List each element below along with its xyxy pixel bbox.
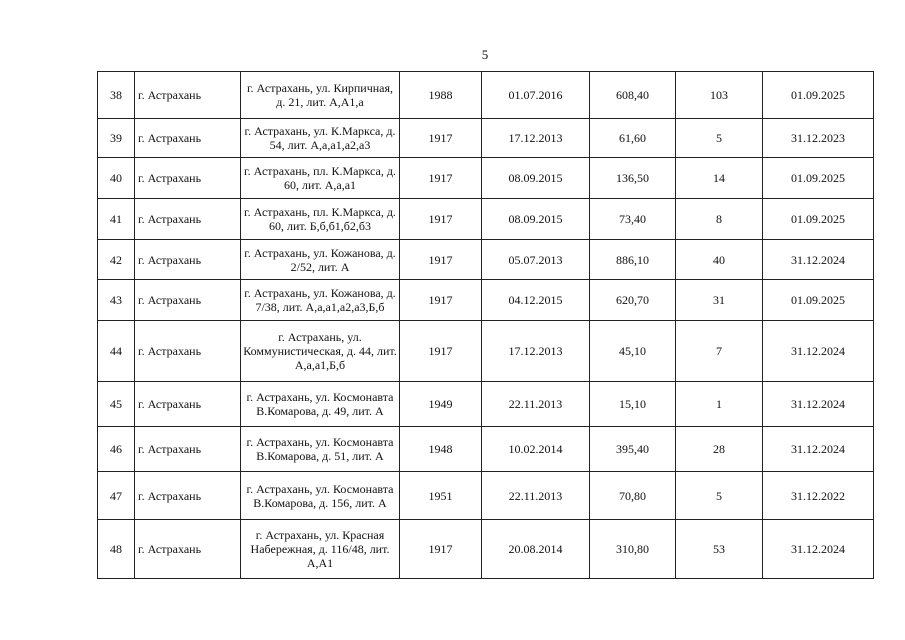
address-cell: г. Астрахань, ул. Кожанова, д. 7/38, лит. А,а,а1,а2,а3,Б,б <box>241 280 400 321</box>
residents-count-cell: 7 <box>676 321 763 382</box>
table-row <box>98 119 874 158</box>
row-number-cell: 39 <box>98 119 135 158</box>
deadline-date-cell: 31.12.2024 <box>763 427 874 472</box>
table-row <box>98 520 874 579</box>
row-number-cell: 46 <box>98 427 135 472</box>
city-cell: г. Астрахань <box>135 158 241 199</box>
survey-date-cell: 08.09.2015 <box>482 199 590 240</box>
city-cell: г. Астрахань <box>135 472 241 520</box>
table-row <box>98 427 874 472</box>
area-cell: 136,50 <box>590 158 676 199</box>
table-row <box>98 472 874 520</box>
survey-date-cell: 17.12.2013 <box>482 119 590 158</box>
table-row <box>98 280 874 321</box>
survey-date-cell: 01.07.2016 <box>482 72 590 119</box>
residents-count-cell: 5 <box>676 119 763 158</box>
city-cell: г. Астрахань <box>135 280 241 321</box>
city-cell: г. Астрахань <box>135 199 241 240</box>
year-built-cell: 1948 <box>400 427 482 472</box>
deadline-date-cell: 01.09.2025 <box>763 158 874 199</box>
year-built-cell: 1949 <box>400 382 482 427</box>
area-cell: 310,80 <box>590 520 676 579</box>
table-row <box>98 72 874 119</box>
residents-count-cell: 1 <box>676 382 763 427</box>
row-number-cell: 47 <box>98 472 135 520</box>
city-cell: г. Астрахань <box>135 427 241 472</box>
year-built-cell: 1988 <box>400 72 482 119</box>
row-number-cell: 44 <box>98 321 135 382</box>
year-built-cell: 1917 <box>400 119 482 158</box>
row-number-cell: 43 <box>98 280 135 321</box>
deadline-date-cell: 31.12.2023 <box>763 119 874 158</box>
table-row <box>98 321 874 382</box>
area-cell: 886,10 <box>590 240 676 280</box>
table-body <box>98 72 874 579</box>
deadline-date-cell: 31.12.2024 <box>763 520 874 579</box>
survey-date-cell: 20.08.2014 <box>482 520 590 579</box>
address-cell: г. Астрахань, ул. Космонавта В.Комарова, д. 156, лит. А <box>241 472 400 520</box>
address-cell: г. Астрахань, ул. Коммунистическая, д. 44, лит. А,а,а1,Б,б <box>241 321 400 382</box>
deadline-date-cell: 01.09.2025 <box>763 280 874 321</box>
deadline-date-cell: 01.09.2025 <box>763 72 874 119</box>
survey-date-cell: 17.12.2013 <box>482 321 590 382</box>
area-cell: 61,60 <box>590 119 676 158</box>
row-number-cell: 38 <box>98 72 135 119</box>
city-cell: г. Астрахань <box>135 119 241 158</box>
row-number-cell: 45 <box>98 382 135 427</box>
survey-date-cell: 22.11.2013 <box>482 472 590 520</box>
deadline-date-cell: 31.12.2022 <box>763 472 874 520</box>
address-cell: г. Астрахань, пл. К.Маркса, д. 60, лит. А,а,а1 <box>241 158 400 199</box>
address-cell: г. Астрахань, ул. Космонавта В.Комарова, д. 51, лит. А <box>241 427 400 472</box>
year-built-cell: 1917 <box>400 280 482 321</box>
survey-date-cell: 22.11.2013 <box>482 382 590 427</box>
address-cell: г. Астрахань, ул. К.Маркса, д. 54, лит. А,а,а1,а2,а3 <box>241 119 400 158</box>
area-cell: 15,10 <box>590 382 676 427</box>
deadline-date-cell: 31.12.2024 <box>763 240 874 280</box>
year-built-cell: 1917 <box>400 199 482 240</box>
residents-count-cell: 28 <box>676 427 763 472</box>
area-cell: 45,10 <box>590 321 676 382</box>
area-cell: 70,80 <box>590 472 676 520</box>
area-cell: 620,70 <box>590 280 676 321</box>
year-built-cell: 1917 <box>400 158 482 199</box>
page-number: 5 <box>481 47 489 62</box>
address-cell: г. Астрахань, ул. Космонавта В.Комарова, д. 49, лит. А <box>241 382 400 427</box>
address-cell: г. Астрахань, пл. К.Маркса, д. 60, лит. Б,б,б1,б2,б3 <box>241 199 400 240</box>
area-cell: 73,40 <box>590 199 676 240</box>
address-cell: г. Астрахань, ул. Красная Набережная, д. 116/48, лит. А,А1 <box>241 520 400 579</box>
residents-count-cell: 8 <box>676 199 763 240</box>
table-row <box>98 240 874 280</box>
deadline-date-cell: 31.12.2024 <box>763 382 874 427</box>
row-number-cell: 41 <box>98 199 135 240</box>
area-cell: 395,40 <box>590 427 676 472</box>
city-cell: г. Астрахань <box>135 240 241 280</box>
residents-count-cell: 53 <box>676 520 763 579</box>
residents-count-cell: 5 <box>676 472 763 520</box>
residents-count-cell: 31 <box>676 280 763 321</box>
year-built-cell: 1917 <box>400 520 482 579</box>
survey-date-cell: 05.07.2013 <box>482 240 590 280</box>
year-built-cell: 1917 <box>400 240 482 280</box>
city-cell: г. Астрахань <box>135 321 241 382</box>
city-cell: г. Астрахань <box>135 382 241 427</box>
row-number-cell: 40 <box>98 158 135 199</box>
address-cell: г. Астрахань, ул. Кожанова, д. 2/52, лит. А <box>241 240 400 280</box>
buildings-table <box>97 71 874 579</box>
city-cell: г. Астрахань <box>135 72 241 119</box>
row-number-cell: 42 <box>98 240 135 280</box>
city-cell: г. Астрахань <box>135 520 241 579</box>
survey-date-cell: 10.02.2014 <box>482 427 590 472</box>
residents-count-cell: 14 <box>676 158 763 199</box>
table-row <box>98 199 874 240</box>
year-built-cell: 1917 <box>400 321 482 382</box>
residents-count-cell: 103 <box>676 72 763 119</box>
area-cell: 608,40 <box>590 72 676 119</box>
table-row <box>98 158 874 199</box>
survey-date-cell: 08.09.2015 <box>482 158 590 199</box>
deadline-date-cell: 31.12.2024 <box>763 321 874 382</box>
survey-date-cell: 04.12.2015 <box>482 280 590 321</box>
year-built-cell: 1951 <box>400 472 482 520</box>
deadline-date-cell: 01.09.2025 <box>763 199 874 240</box>
address-cell: г. Астрахань, ул. Кирпичная, д. 21, лит. А,А1,а <box>241 72 400 119</box>
row-number-cell: 48 <box>98 520 135 579</box>
residents-count-cell: 40 <box>676 240 763 280</box>
table-row <box>98 382 874 427</box>
